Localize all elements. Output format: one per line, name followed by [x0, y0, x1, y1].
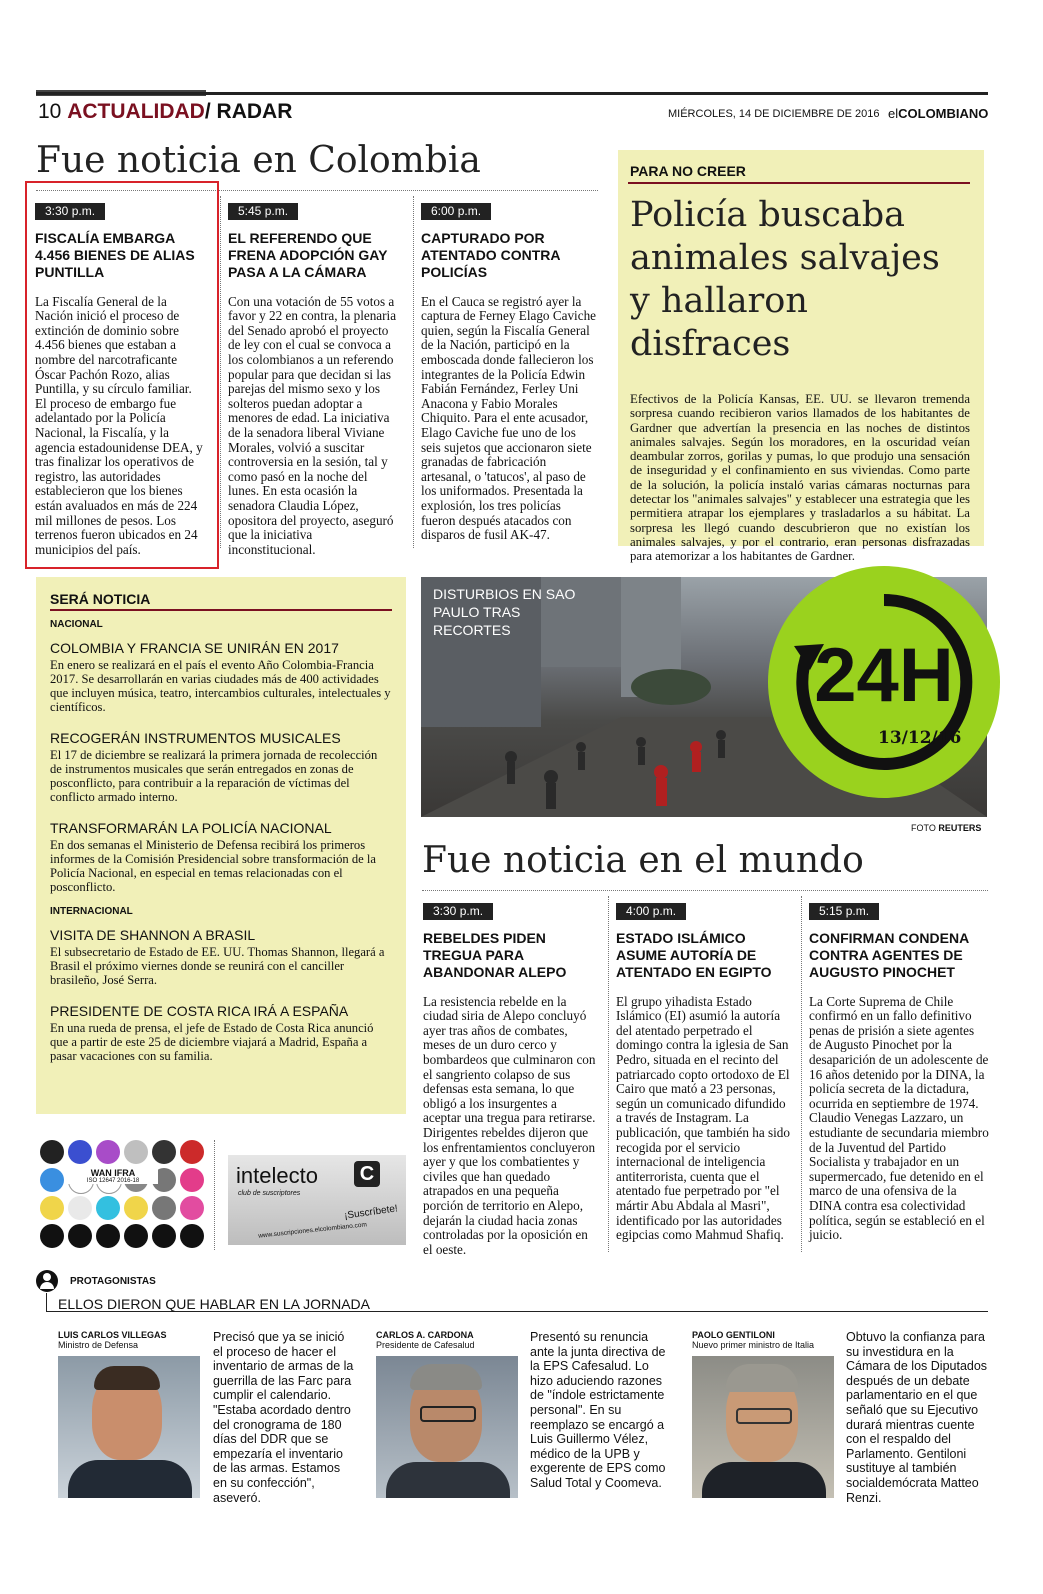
sera-item: [50, 730, 392, 804]
section-name: ACTUALIDAD: [67, 100, 205, 123]
badge-24h: [768, 566, 1000, 798]
column-divider: [413, 196, 414, 548]
article-body: La Fiscalía General de la Nación inició el proceso de extinción de dominio sobre 4.456 bienes que estaban a nombre del narcotraficante Óscar Pachón Rozo, alias Puntilla, y su círculo familiar. El proceso de embargo fue adelantado por la Policía Nacional, la Fiscalía, y la agencia estadounidense DEA, y tras finalizar los operativos de registro, las autoridades establecieron que los bienes están avaluados en más de 224 mil millones de pesos. Los terrenos fueron ubicados en 24 municipios del país.: [35, 293, 203, 557]
issue-date: MIÉRCOLES, 14 DE DICIEMBRE DE 2016: [668, 108, 880, 120]
ad-logo-icon: C: [354, 1161, 380, 1187]
protagonist-photo: [692, 1356, 834, 1498]
sera-item-body: El 17 de diciembre se realizará la primera jornada de recolección de instrumentos musicales que serán entregados en zonas de posconflicto, para contribuir a la reparación de víctimas del conflicto armado interno.: [50, 748, 378, 804]
colombia-title: Fue noticia en Colombia: [36, 140, 481, 181]
color-dot: [124, 1196, 148, 1220]
article-body: El grupo yihadista Estado Islámico (EI) asumió la autoría del atentado perpetrado el domingo contra la iglesia de San Pedro, situada en el recinto del patriarcado copto ortodoxo de El Cairo que mató a 23 personas, según un comunicado difundido a través de Instagram. La publicación, que también ha sido recogida por el servicio internacional de inteligencia antiterrorista, cuenta que el atentado fue perpetrado por "el mártir Abu Abdala al Masri", identificado por las autoridades egipcias como Mahmud Shafiq.: [616, 993, 790, 1243]
ad-tagline: club de suscriptores: [238, 1190, 301, 1197]
article-headline: CAPTURADO POR ATENTADO CONTRA POLICÍAS: [421, 229, 560, 280]
protagonist-photo: [376, 1356, 518, 1498]
article-time: 3:30 p.m.: [423, 903, 493, 920]
masthead-brand: elCOLOMBIANO: [888, 106, 989, 121]
para-no-creer-title: Policía buscaba animales salvajes y hallaron disfraces: [630, 195, 940, 364]
color-dot: [124, 1140, 148, 1164]
protagonist-card: [376, 1330, 526, 1350]
color-dot: [96, 1224, 120, 1248]
intelecto-ad[interactable]: [228, 1155, 406, 1245]
sera-item-body: El subsecretario de Estado de EE. UU. Thomas Shannon, llegará a Brasil el próximo viernes donde se reunirá con el canciller brasileño, José Serra.: [50, 945, 385, 987]
sera-item: [50, 927, 392, 987]
article-body: La resistencia rebelde en la ciudad siria de Alepo concluyó ayer tras años de combates, meses de un duro cerco y bombardeos que culminaron con el sangriento colapso de sus defensas esta semana, lo que obligó a los insurgentes a aceptar una tregua para retirarse. Dirigentes rebeldes dijeron que los enfrentamientos concluyeron ayer y que los combatientes y civiles que han quedado atrapados en una pequeña porción de territorio en Alepo, dejarán la ciudad hacia zonas controladas por la oposición en el oeste.: [423, 993, 596, 1257]
photo-credit: FOTO REUTERS: [911, 823, 982, 833]
color-dot: [124, 1224, 148, 1248]
page-header: 10 ACTUALIDAD/ RADAR: [38, 100, 293, 123]
mundo-article-1: [423, 903, 598, 1257]
protagonist-photo: [58, 1356, 200, 1498]
protagonist-quote: Obtuvo la confianza para su investidura en la Cámara de los Diputados después de un debate parlamentario en el que señaló que su Ejecutivo durará mientras cuente con el respaldo del Parlamento. Gentiloni sustituye al también socialdemócrata Matteo Renzi.: [846, 1330, 988, 1505]
color-dot: [96, 1196, 120, 1220]
badge-24h-date: 13/12/16: [878, 728, 962, 748]
header-rule: [36, 92, 988, 95]
sera-item-body: En una rueda de prensa, el jefe de Estado de Costa Rica anunció que a partir de este 25 de diciembre viajará a Madrid, España a pasar vacaciones con su familia.: [50, 1021, 374, 1063]
color-dot: [152, 1224, 176, 1248]
column-divider: [220, 196, 221, 548]
para-no-creer-body: Efectivos de la Policía Kansas, EE. UU. se llevaron tremenda sorpresa cuando recibieron varios llamados de los habitantes de Gardner que advertían la presencia en las noches de distintos animales salvajes. Según los moradores, en la oscuridad veían deambular zorros, gorilas y pumas, lo que produjo una sensación de inseguridad y el confinamiento en sus viviendas. Como parte de la solución, la policía instaló varias cámaras nocturnas para detectar los "animales salvajes" y establecer una estrategia que les permitiera atrapar los ejemplares y trasladarlos a su hábitat. La sorpresa les llegó cuando descubrieron que no existían los animales salvajes, y por el contrario, eran personas disfrazadas para atemorizar a los habitantes de Gardner.: [630, 392, 970, 564]
ad-brand: intelecto: [236, 1163, 318, 1188]
color-dot: [40, 1196, 64, 1220]
protagonist-name: CARLOS A. CARDONA: [376, 1330, 474, 1340]
color-dot: [68, 1196, 92, 1220]
sera-item-body: En enero se realizará en el país el evento Año Colombia-Francia 2017. Se desarrollarán en varias ciudades más de 400 actividades que incluyen música, teatro, intercambios culturales, intelectuales y científicos.: [50, 658, 391, 714]
wan-ifra-label: WAN IFRA ISO 12647 2016-18: [68, 1168, 158, 1184]
color-dot: [180, 1140, 204, 1164]
article-time: 4:00 p.m.: [616, 903, 686, 920]
ad-cta: ¡Suscríbete!: [343, 1203, 399, 1222]
color-dot: [180, 1168, 204, 1192]
sera-item-title: RECOGERÁN INSTRUMENTOS MUSICALES: [50, 730, 341, 746]
protagonist-card: [58, 1330, 208, 1350]
mundo-article-2: [616, 903, 793, 1243]
tag-underline: [50, 609, 392, 611]
protagonist-quote: Presentó su renuncia ante la junta directiva de la EPS Cafesalud. Lo hizo aduciendo razones de "índole estrictamente personal". En su reemplazo se encargó a Luis Guillermo Vélez, médico de la UPB y exgerente de EPS como Salud Total y Coomeva.: [530, 1330, 666, 1490]
print-color-bar: [40, 1140, 210, 1250]
article-body: En el Cauca se registró ayer la captura de Ferney Elago Caviche quien, según la Fiscalía General de la Nación, participó en la emboscada donde fallecieron los integrantes de la Policía Edwin Fabián Fernández, Ferley Uni Anacona y Fabio Morales Chiquito. Para el ente acusador, Elago Caviche fue uno de los seis sujetos que accionaron siete granadas de fabricación artesanal, o 'tatucos', al paso de los uniformados. Presentada la explosión, los tres policías fueron después atacados con disparos de fusil AK-47.: [421, 293, 597, 543]
protagonist-role: Presidente de Cafesalud: [376, 1340, 475, 1350]
ad-divider: [214, 1140, 215, 1250]
article-headline: EL REFERENDO QUE FRENA ADOPCIÓN GAY PASA A LA CÁMARA: [228, 229, 388, 280]
ad-url: www.suscripciones.elcolombiano.com: [257, 1221, 368, 1240]
article-headline: CONFIRMAN CONDENA CONTRA AGENTES DE AUGUSTO PINOCHET: [809, 929, 969, 980]
color-dot: [40, 1140, 64, 1164]
article-time: 5:45 p.m.: [228, 203, 298, 220]
tag-underline: [628, 182, 970, 184]
mundo-rule: [422, 890, 988, 891]
color-dot: [180, 1196, 204, 1220]
sera-noticia-box: [36, 577, 406, 1114]
article-time: 6:00 p.m.: [421, 203, 491, 220]
category-nacional: NACIONAL: [50, 619, 103, 630]
sera-item: [50, 820, 392, 894]
protagonistas-subtitle: ELLOS DIERON QUE HABLAR EN LA JORNADA: [58, 1296, 370, 1312]
color-dot: [68, 1140, 92, 1164]
color-dot: [68, 1224, 92, 1248]
sera-item: [50, 640, 392, 714]
para-no-creer-box: [618, 150, 984, 564]
article-body: Con una votación de 55 votos a favor y 22 en contra, la plenaria del Senado aprobó el proyecto de ley con el cual se convoca a los colombianos a un referendo popular para que decidan si las parejas del mismo sexo y los solteros puedan adoptar a menores de edad. La iniciativa de la senadora liberal Viviane Morales, volvió a suscitar controversia en la sesión, tal y como pasó en la noche del lunes. En esta ocasión la senadora Claudia López, opositora del proyecto, aseguró que la iniciativa inconstitucional.: [228, 293, 397, 557]
badge-24h-label: 24H: [814, 633, 954, 718]
article-body: La Corte Suprema de Chile confirmó en un fallo definitivo penas de prisión a siete agentes de Augusto Pinochet por la desaparición de un adolescente de 16 años detenido por la DINA, la policía secreta de la dictadura, ocurrida en septiembre de 1974. Claudio Venegas Lazzaro, un estudiante de secundaria miembro de la Juventud del Partido Socialista y trabajador en un supermercado, fue detenido en el marco de una ofensiva de la DINA contra esa colectividad política, según se estableció en el juicio.: [809, 993, 989, 1243]
sera-item-title: COLOMBIA Y FRANCIA SE UNIRÁN EN 2017: [50, 640, 339, 656]
article-headline: REBELDES PIDEN TREGUA PARA ABANDONAR ALEPO: [423, 929, 567, 980]
protagonist-name: PAOLO GENTILONI: [692, 1330, 775, 1340]
article-time: 3:30 p.m.: [35, 203, 105, 220]
protagonist-role: Nuevo primer ministro de Italia: [692, 1340, 815, 1350]
mundo-title: Fue noticia en el mundo: [422, 840, 864, 881]
page-number: 10: [38, 100, 62, 123]
color-dot: [180, 1224, 204, 1248]
protagonist-role: Ministro de Defensa: [58, 1340, 139, 1350]
sera-item-title: VISITA DE SHANNON A BRASIL: [50, 927, 256, 943]
mundo-article-3: [809, 903, 989, 1243]
sera-item-title: TRANSFORMARÁN LA POLICÍA NACIONAL: [50, 820, 332, 836]
color-dot: [40, 1224, 64, 1248]
photo-caption: DISTURBIOS EN SAO PAULO TRAS RECORTES: [433, 586, 576, 638]
color-dot: [152, 1140, 176, 1164]
color-dot: [96, 1140, 120, 1164]
protagonistas-tag: PROTAGONISTAS: [70, 1276, 156, 1287]
article-headline: ESTADO ISLÁMICO ASUME AUTORÍA DE ATENTADO EN EGIPTO: [616, 929, 772, 980]
colombia-article-1: [35, 203, 203, 557]
sera-item-body: En dos semanas el Ministerio de Defensa recibirá los primeros informes de la Comisión Presidencial sobre transformación de la Policía Nacional, en especial en temas relacionadas con el posconflicto.: [50, 838, 376, 894]
sera-item-title: PRESIDENTE DE COSTA RICA IRÁ A ESPAÑA: [50, 1003, 349, 1019]
article-headline: FISCALÍA EMBARGA 4.456 BIENES DE ALIAS PUNTILLA: [35, 229, 195, 280]
column-divider: [608, 896, 609, 1252]
sera-noticia-tag: SERÁ NOTICIA: [50, 591, 151, 607]
para-no-creer-tag: PARA NO CREER: [630, 163, 746, 179]
column-divider: [801, 896, 802, 1252]
colombia-article-2: [228, 203, 401, 557]
sera-item: [50, 1003, 392, 1063]
protagonistas-bracket: [46, 1293, 47, 1311]
colombia-article-3: [421, 203, 598, 543]
subsection-name: RADAR: [216, 100, 293, 123]
protagonist-card: [692, 1330, 842, 1350]
color-dot: [152, 1196, 176, 1220]
article-time: 5:15 p.m.: [809, 903, 879, 920]
color-dot: [40, 1168, 64, 1192]
category-internacional: INTERNACIONAL: [50, 906, 133, 917]
protagonist-name: LUIS CARLOS VILLEGAS: [58, 1330, 167, 1340]
protagonist-quote: Precisó que ya se inició el proceso de hacer el inventario de armas de la guerrilla de las Farc para cumplir el calendario. "Estaba acordado dentro del cronograma de 180 días del DDR que se empezaría el inventario de las armas. Estamos en su confección", aseveró.: [213, 1330, 354, 1505]
person-icon: [36, 1270, 58, 1292]
